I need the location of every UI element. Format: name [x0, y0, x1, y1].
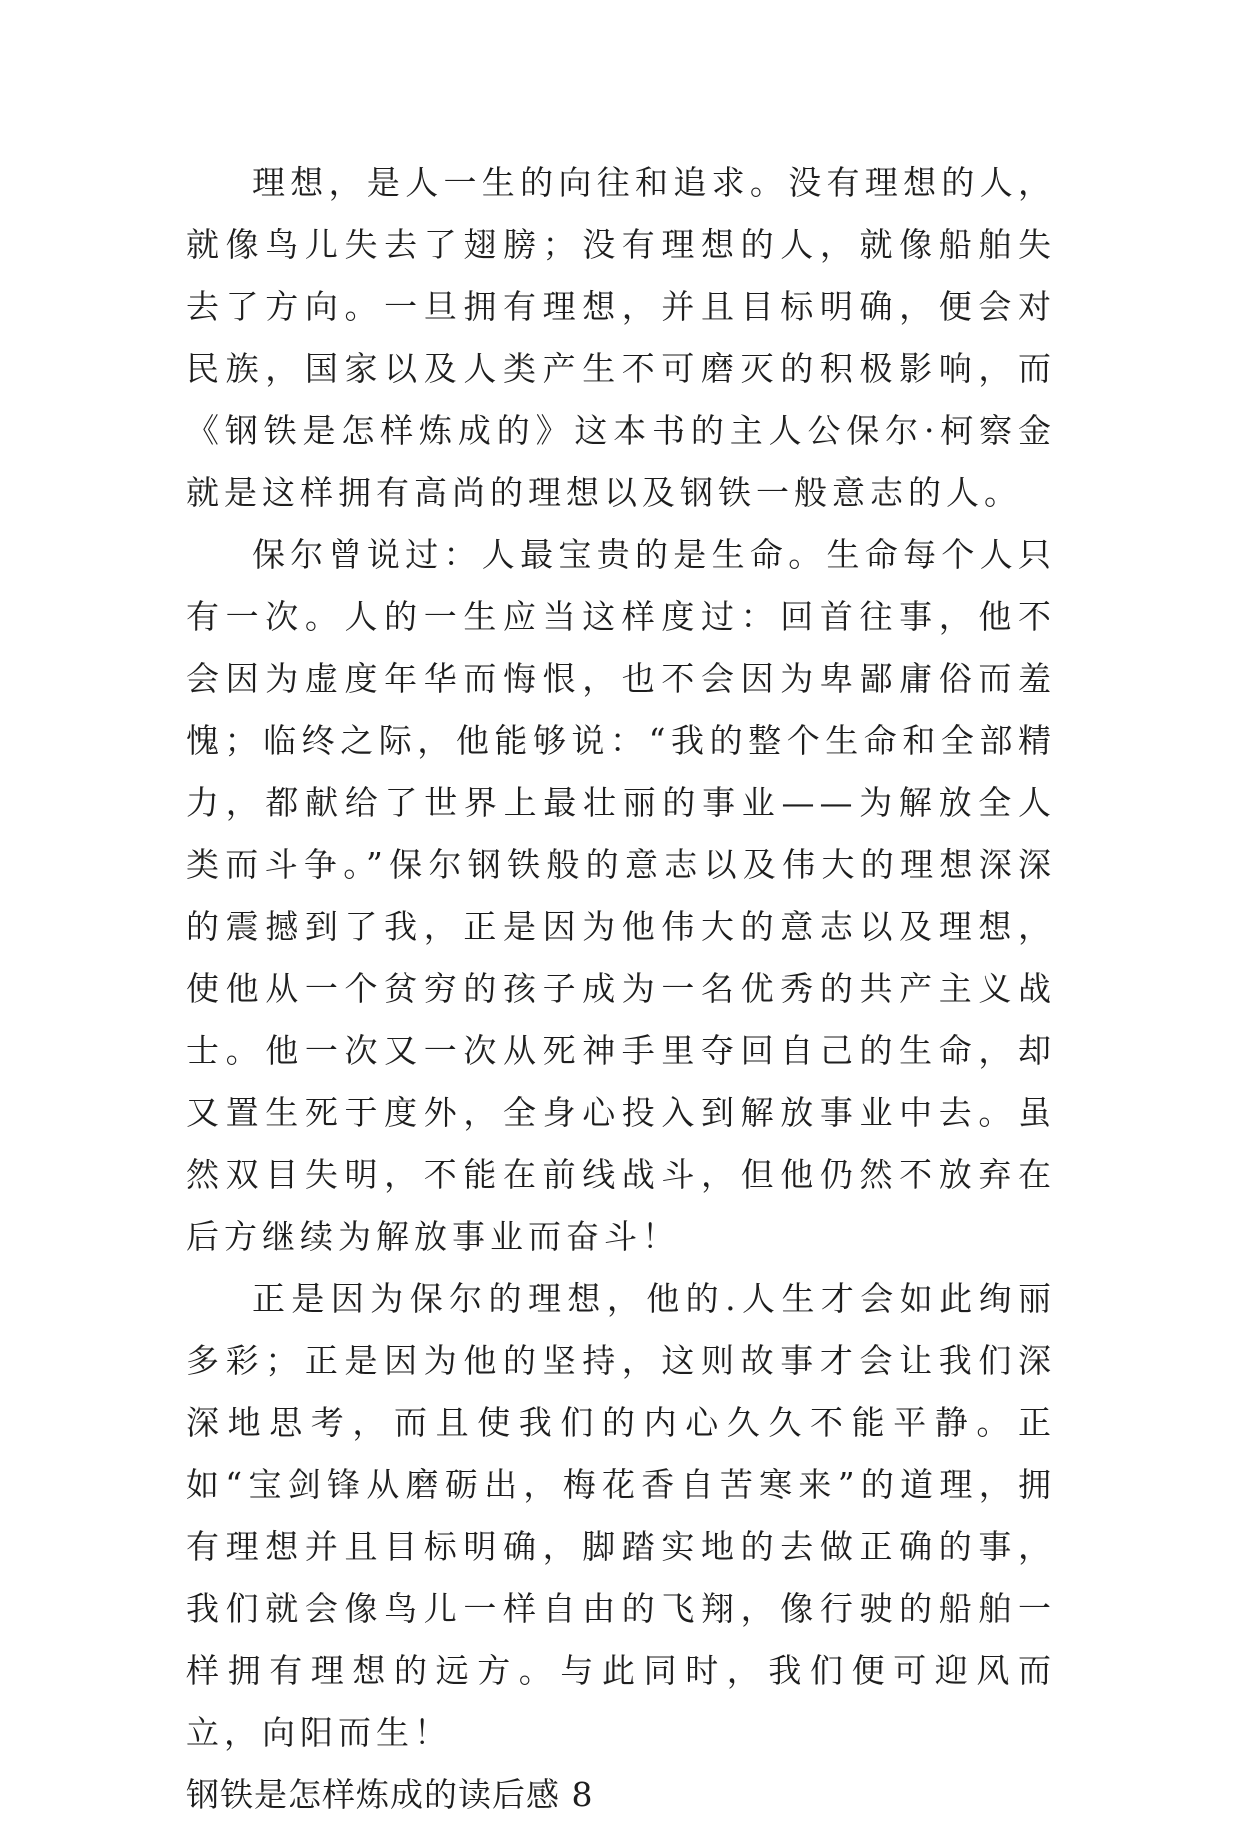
- section-heading: 钢铁是怎样炼成的读后感 8: [186, 1775, 594, 1814]
- paragraph-1: 理想，是人一生的向往和追求。没有理想的人，就像鸟儿失去了翅膀；没有理想的人，就像船舶失去了方向。一旦拥有理想，并且目标明确，便会对民族，国家以及人类产生不可磨灭的积极影响，而《钢铁是怎样炼成的》这本书的主人公保尔·柯察金就是这样拥有高尚的理想以及钢铁一般意志的人。: [186, 163, 1056, 512]
- paragraph-3: 正是因为保尔的理想，他的.人生才会如此绚丽多彩；正是因为他的坚持，这则故事才会让我们深深地思考，而且使我们的内心久久不能平静。正如“宝剑锋从磨砺出，梅花香自苦寒来”的道理，拥有理想并且目标明确，脚踏实地的去做正确的事，我们就会像鸟儿一样自由的飞翔，像行驶的船舶一样拥有理想的远方。与此同时，我们便可迎风而立，向阳而生！: [186, 1279, 1056, 1752]
- paragraph-2: 保尔曾说过：人最宝贵的是生命。生命每个人只有一次。人的一生应当这样度过：回首往事，他不会因为虚度年华而悔恨，也不会因为卑鄙庸俗而羞愧；临终之际，他能够说：“我的整个生命和全部精力，都献给了世界上最壮丽的事业——为解放全人类而斗争。”保尔钢铁般的意志以及伟大的理想深深的震撼到了我，正是因为他伟大的意志以及理想，使他从一个贫穷的孩子成为一名优秀的共产主义战士。他一次又一次从死神手里夺回自己的生命，却又置生死于度外，全身心投入到解放事业中去。虽然双目失明，不能在前线战斗，但他仍然不放弃在后方继续为解放事业而奋斗！: [186, 535, 1056, 1256]
- document-body: [186, 152, 1056, 1826]
